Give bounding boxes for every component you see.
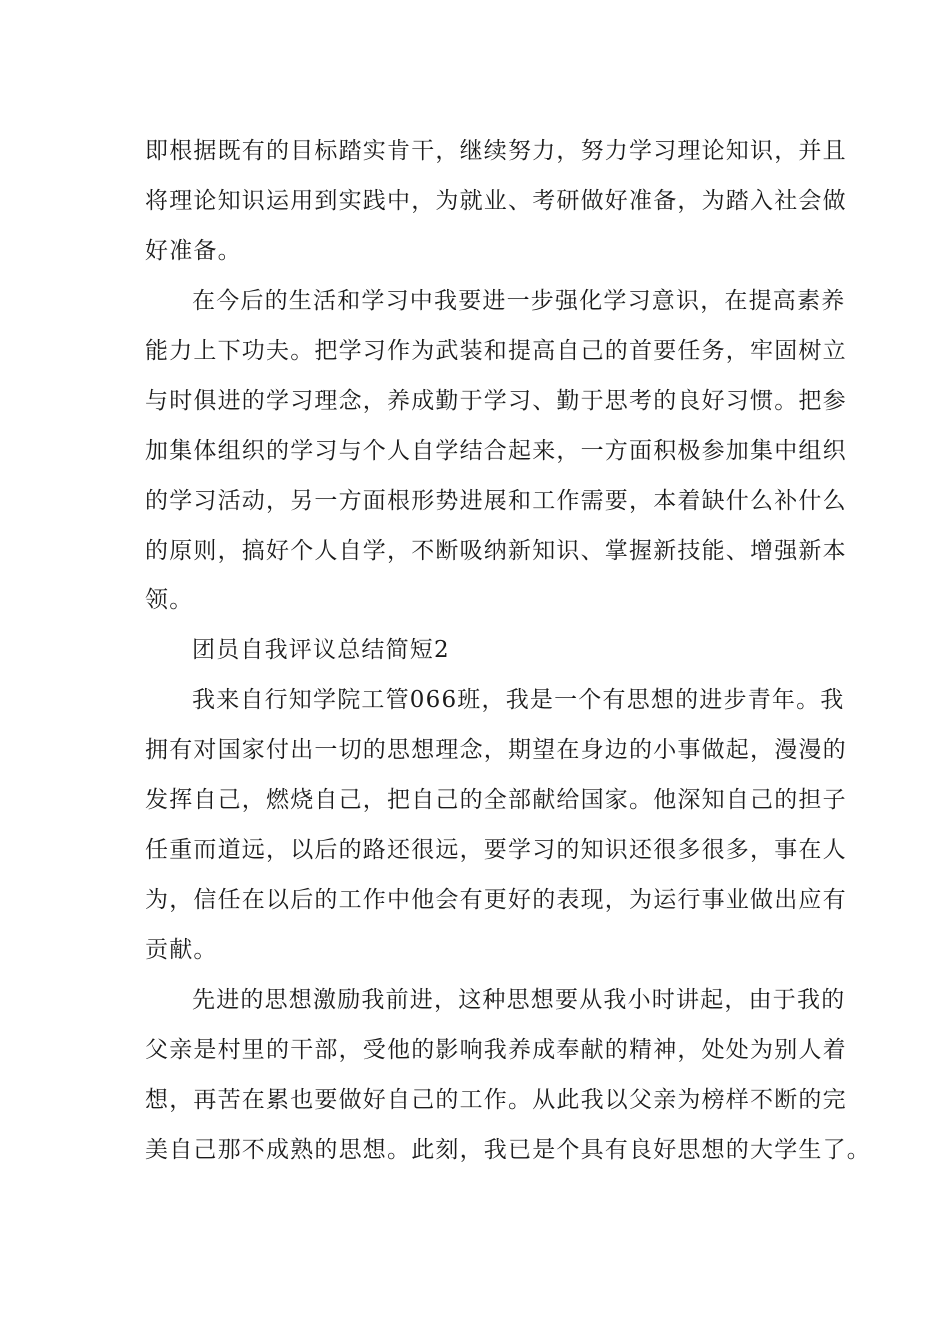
text-line: 与时俱进的学习理念，养成勤于学习、勤于思考的良好习惯。把参 [145,388,847,414]
text-line: 能力上下功夫。把学习作为武装和提高自己的首要任务，牢固树立 [145,338,847,364]
paragraph-start-line: 先进的思想激励我前进，这种思想要从我小时讲起，由于我的 [192,987,846,1013]
paragraph-start-line: 在今后的生活和学习中我要进一步强化学习意识，在提高素养 [192,288,846,314]
section-heading: 团员自我评议总结简短2 [192,637,450,663]
paragraph-start-line: 我来自行知学院工管066班，我是一个有思想的进步青年。我 [192,687,845,713]
text-line: 美自己那不成熟的思想。此刻，我已是个具有良好思想的大学生了。 [145,1137,871,1163]
text-line: 任重而道远，以后的路还很远，要学习的知识还很多很多，事在人 [145,837,847,863]
text-line: 的学习活动，另一方面根形势进展和工作需要，本着缺什么补什么 [145,488,847,514]
text-line: 想，再苦在累也要做好自己的工作。从此我以父亲为榜样不断的完 [145,1087,847,1113]
text-line: 的原则，搞好个人自学，不断吸纳新知识、掌握新技能、增强新本 [145,538,847,564]
text-line: 加集体组织的学习与个人自学结合起来，一方面积极参加集中组织 [145,438,847,464]
text-line: 拥有对国家付出一切的思想理念，期望在身边的小事做起，漫漫的 [145,737,847,763]
text-line: 贡献。 [145,937,218,963]
text-line: 发挥自己，燃烧自己，把自己的全部献给国家。他深知自己的担子 [145,787,847,813]
text-line: 领。 [145,587,194,613]
text-line: 即根据既有的目标踏实肯干，继续努力，努力学习理论知识，并且 [145,138,847,164]
text-line: 父亲是村里的干部，受他的影响我养成奉献的精神，处处为别人着 [145,1037,847,1063]
text-line: 好准备。 [145,238,242,264]
text-line: 将理论知识运用到实践中，为就业、考研做好准备，为踏入社会做 [145,188,847,214]
text-line: 为，信任在以后的工作中他会有更好的表现，为运行事业做出应有 [145,887,847,913]
